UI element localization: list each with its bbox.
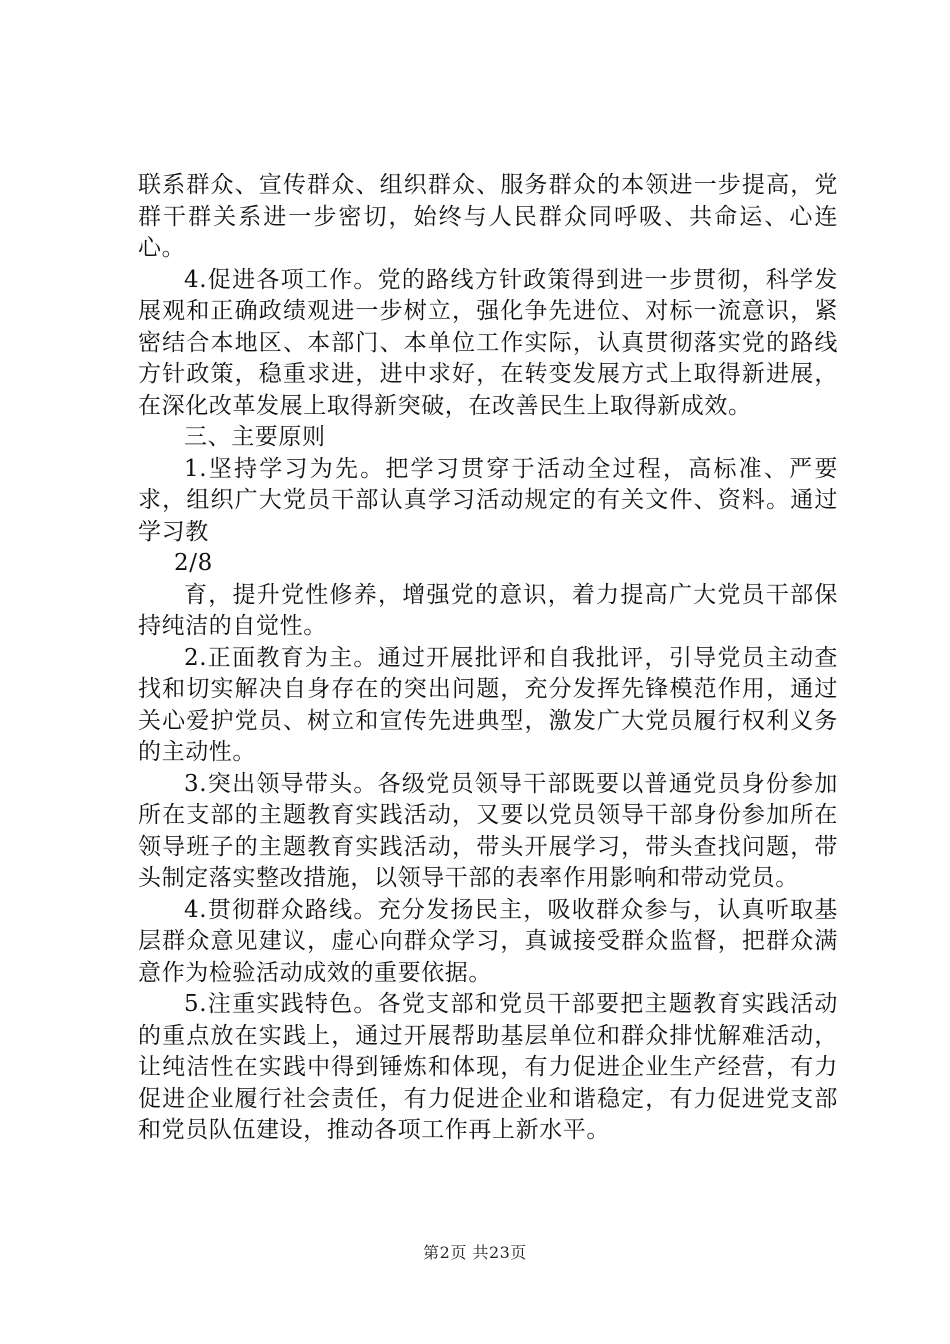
page-footer: 第2页 共23页 bbox=[423, 1243, 527, 1262]
paragraph-study-first: 1.坚持学习为先。把学习贯穿于活动全过程，高标准、严要求，组织广大党员干部认真学习活动规定的有关文件、资料。通过学习教 bbox=[138, 455, 838, 545]
paragraph-practice-features: 5.注重实践特色。各党支部和党员干部要把主题教育实践活动的重点放在实践上，通过开展帮助基层单位和群众排忧解难活动，让纯洁性在实践中得到锤炼和体现，有力促进企业生产经营，有力促进企业履行社会责任，有力促进企业和谐稳定，有力促进党支部和党员队伍建设，推动各项工作再上新水平。 bbox=[138, 991, 838, 1143]
paragraph-leadership-example: 3.突出领导带头。各级党员领导干部既要以普通党员身份参加所在支部的主题教育实践活动，又要以党员领导干部身份参加所在领导班子的主题教育实践活动，带头开展学习，带头查找问题，带头制定落实整改措施，以领导干部的表率作用影响和带动党员。 bbox=[138, 770, 838, 891]
paragraph-positive-education: 2.正面教育为主。通过开展批评和自我批评，引导党员主动查找和切实解决自身存在的突出问题，充分发挥先锋模范作用，通过关心爱护党员、树立和宣传先进典型，激发广大党员履行权利义务的主动性。 bbox=[138, 644, 838, 765]
paragraph-promote-work: 4.促进各项工作。党的路线方针政策得到进一步贯彻，科学发展观和正确政绩观进一步树立，强化争先进位、对标一流意识，紧密结合本地区、本部门、本单位工作实际，认真贯彻落实党的路线方针政策，稳重求进，进中求好，在转变发展方式上取得新进展，在深化改革发展上取得新突破，在改善民生上取得新成效。 bbox=[138, 266, 838, 419]
paragraph-mass-line: 4.贯彻群众路线。充分发扬民主，吸收群众参与，认真听取基层群众意见建议，虚心向群众学习，真诚接受群众监督，把群众满意作为检验活动成效的重要依据。 bbox=[138, 896, 838, 986]
paragraph-continuation: 联系群众、宣传群众、组织群众、服务群众的本领进一步提高，党群干群关系进一步密切，始终与人民群众同呼吸、共命运、心连心。 bbox=[138, 172, 838, 261]
document-body bbox=[138, 170, 838, 1147]
inline-page-marker: 2/8 bbox=[174, 550, 213, 576]
section-heading-main-principles: 三、主要原则 bbox=[184, 424, 326, 450]
paragraph-study-continued: 育，提升党性修养，增强党的意识，着力提高广大党员干部保持纯洁的自觉性。 bbox=[138, 581, 838, 639]
